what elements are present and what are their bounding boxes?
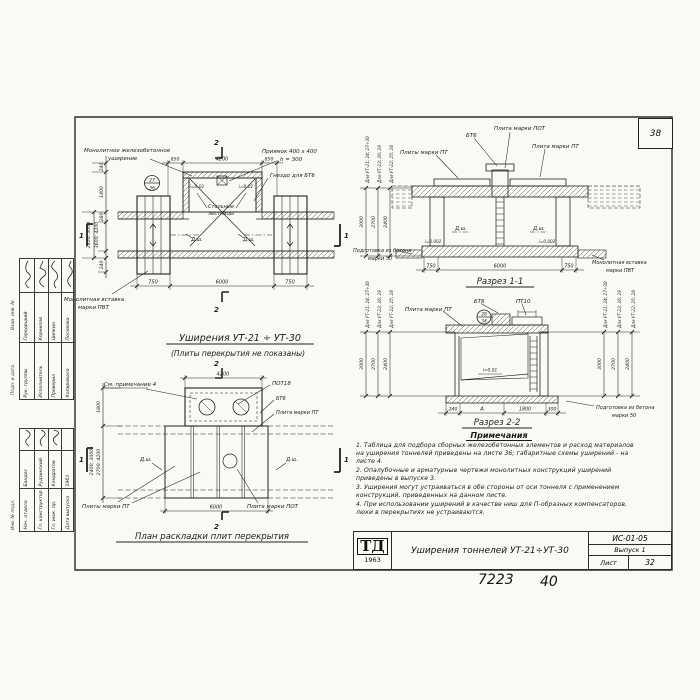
label-widening-2: уширение xyxy=(108,156,138,162)
dim-header: Для УТ-23; 26; 29 xyxy=(377,145,382,183)
dim: 1800 xyxy=(97,401,102,413)
dim: 2700 xyxy=(612,358,617,370)
axis-label: Д.ш. xyxy=(286,457,298,463)
section-2-2-title: Разрез 2-2 xyxy=(473,418,521,428)
signature xyxy=(20,259,34,293)
label-see-note: См. примечание 4 xyxy=(104,382,157,388)
stamp-row xyxy=(61,259,75,399)
cut-mark-2: 2 xyxy=(214,523,219,531)
plate-layout-labels xyxy=(79,360,349,542)
label-prep: Подготовка из бетона xyxy=(353,248,412,254)
plan-widening-title: Уширения УТ-21 ÷ УТ-30 xyxy=(179,333,301,344)
dim: 2400 xyxy=(384,358,389,370)
label-prep-2: марки 50 xyxy=(368,256,393,262)
dim-header: Для УТ-22; 25; 28 xyxy=(631,290,636,328)
stamp-name: Полякова xyxy=(62,293,75,343)
label-insert-2: марки ПВТ xyxy=(606,268,635,274)
dim: 2400; 3000 xyxy=(90,448,95,476)
label-bt6: БТ6 xyxy=(466,133,477,139)
margin-label: Инв. № подл. xyxy=(11,499,16,530)
label-bt6: БТ6 xyxy=(276,396,286,402)
label-plate-pot: Плита марки ПОТ xyxy=(247,504,299,510)
axis-label-left: Д.ш. xyxy=(191,237,203,243)
signature xyxy=(20,429,34,451)
detail-ref-bottom: 36 xyxy=(149,186,155,192)
stamp-role: Проверил xyxy=(52,373,58,398)
margin-label: Взам. инв. № xyxy=(11,300,16,330)
detail-ref-top: 27 xyxy=(149,178,155,184)
section-flag-1: 1 xyxy=(344,232,349,240)
section-2-2-labels xyxy=(359,281,655,428)
cut-mark-2: 2 xyxy=(214,139,219,147)
document-code: ИС-01-05 xyxy=(589,532,671,545)
plate-layout-figure xyxy=(87,368,340,542)
dim: 750 xyxy=(426,264,436,270)
dim-header: Для УТ-23; 26; 29 xyxy=(377,290,382,328)
dim: 2700 xyxy=(372,216,377,228)
label-insert-2: марки ПВТ xyxy=(78,305,109,311)
stamp-role: Копировала xyxy=(66,368,72,398)
stamp-name: Рудзинский xyxy=(35,451,48,489)
dim: 4200 xyxy=(215,156,229,163)
dim: 240 xyxy=(448,407,458,413)
label-plate-pt: Плита марки ПТ xyxy=(276,410,319,416)
dim: 2400 xyxy=(626,358,631,370)
dim: 240 xyxy=(100,260,105,270)
label-ladders-2: лестницы xyxy=(208,211,234,217)
signature xyxy=(49,259,62,293)
stamp-row xyxy=(48,429,62,531)
stamp-row xyxy=(48,259,62,399)
dim: 2700 xyxy=(372,358,377,370)
handwritten-number: 40 xyxy=(540,574,558,590)
slope-left: i=0.01 xyxy=(189,185,205,190)
dim: 2400 xyxy=(384,216,389,228)
stamp-name: 1963 xyxy=(62,451,75,489)
signature xyxy=(62,429,75,451)
dim-header: Для УТ-21; 24; 27÷30 xyxy=(365,136,370,183)
dim-header: Для УТ-23; 26; 29 xyxy=(617,290,622,328)
label-prep: Подготовка из бетона xyxy=(596,405,655,411)
stamp-role: Нач. отдела xyxy=(24,500,30,530)
stamp-row xyxy=(20,429,34,531)
dim-header: Для УТ-22; 25; 28 xyxy=(389,145,394,183)
label-plate-pt: Плита марки ПТ xyxy=(532,144,579,150)
dim: 6000 xyxy=(215,279,229,286)
stamp-role: Гл. конструктор xyxy=(38,490,44,530)
stamp-name: Городецкий xyxy=(20,293,34,343)
dim: 850 xyxy=(170,157,180,163)
stamp-role: Гл. инж. пр. xyxy=(52,500,58,530)
label-widening: Монолитное железобетонное xyxy=(84,148,171,154)
dim: 3000 xyxy=(598,358,603,370)
label-bt6: БТ6 xyxy=(474,299,485,305)
detail-ref-bottom: 34 xyxy=(481,319,487,325)
notes-block xyxy=(356,431,642,518)
note-item: 1. Таблица для подбора сборных железобетонных элементов и расход материалов на уширения тоннелей приведены на листе 36; габаритные схемы уширений - на листе 4. xyxy=(356,442,634,466)
label-ladders: Стальные xyxy=(208,204,234,210)
label-insert: Монолитная вставка xyxy=(64,297,125,303)
stamp-role: Исполнитель xyxy=(38,365,44,398)
label-plates-pt: Плиты марки ПТ xyxy=(400,150,448,156)
stamp-row xyxy=(61,429,75,531)
axis-label: Д.ш. xyxy=(140,457,152,463)
sheet-value: 32 xyxy=(645,558,655,567)
dim: 2400; 3000 xyxy=(87,221,92,249)
note-item: 2. Опалубочные и арматурные чертежи монолитных конструкций уширений приведены в выпуске 3. xyxy=(356,467,612,483)
axis-label: Д.ш. xyxy=(455,226,467,232)
signature xyxy=(35,259,48,293)
label-plate-pt: Плита марки ПТ xyxy=(405,307,452,313)
dim: 750 xyxy=(564,264,574,270)
logo-text: ТД xyxy=(357,538,388,555)
slope: i=0.002 xyxy=(424,239,442,244)
label-plate-pot: Плита марки ПОТ xyxy=(494,126,546,132)
logo-year: 1963 xyxy=(364,555,381,564)
slope: i=0.002 xyxy=(538,239,556,244)
dim: 280 xyxy=(100,212,105,222)
label-socket: Гнездо для БТ6 xyxy=(270,173,315,179)
signature-stamp-upper xyxy=(19,258,74,400)
cut-mark-2: 2 xyxy=(214,306,219,314)
stamp-name: Ципкин xyxy=(49,293,62,343)
dim: 3000 xyxy=(360,216,365,228)
notes-heading: Примечания xyxy=(356,431,642,440)
label-plates-pt: Плиты марки ПТ xyxy=(82,504,130,510)
page-number: 38 xyxy=(649,128,662,139)
label-pt10: ПТ10 xyxy=(516,299,531,305)
section-flag-1: 1 xyxy=(344,456,349,464)
title-block xyxy=(353,531,672,570)
section-flag-1: 1 xyxy=(79,456,84,464)
page-number-box xyxy=(638,118,673,149)
detail-ref-top: 28 xyxy=(481,312,487,318)
signature-stamp-lower xyxy=(19,428,74,532)
stamp-role: Рук. группы xyxy=(24,368,30,398)
section-1-1-title: Разрез 1-1 xyxy=(476,277,524,287)
handwritten-number: 7223 xyxy=(478,572,514,588)
stamp-name: Кондратов xyxy=(49,451,62,489)
dim: 3600; 4200 xyxy=(95,221,100,249)
stamp-row xyxy=(20,259,34,399)
dim: 6000 xyxy=(493,263,507,270)
label-pit-2: h = 300 xyxy=(280,157,303,163)
plan-widening-subtitle: (Плиты перекрытия не показаны) xyxy=(170,349,306,358)
signature xyxy=(62,259,75,293)
dim-header: Для УТ-21; 24; 27÷30 xyxy=(365,281,370,328)
cut-mark-2: 2 xyxy=(214,360,219,368)
slope: i=0.01 xyxy=(482,368,498,374)
stamp-row xyxy=(34,259,48,399)
plate-layout-title: План раскладки плит перекрытия xyxy=(135,532,289,542)
stamp-name: Бандос xyxy=(20,451,34,489)
label-pot18: ПОТ18 xyxy=(272,381,291,387)
signature xyxy=(35,429,48,451)
section-flag-1: 1 xyxy=(79,232,84,240)
org-logo xyxy=(354,532,392,569)
stamp-row xyxy=(34,429,48,531)
dim: 240 xyxy=(100,162,105,172)
dim: 1800 xyxy=(518,407,532,413)
signature xyxy=(49,429,62,451)
dim: 750 xyxy=(285,279,295,286)
dim: 3000 xyxy=(360,358,365,370)
dim: 6000 xyxy=(209,504,223,511)
dim: 850 xyxy=(264,157,274,163)
dim-header: Для УТ-21; 24; 27÷30 xyxy=(603,281,608,328)
dim-header: Для УТ-22; 25; 28 xyxy=(389,290,394,328)
label-pit: Приямок 400 х 400 xyxy=(262,149,317,155)
axis-label-right: Д.ш. xyxy=(243,237,255,243)
stamp-role: Дата выпуска xyxy=(66,495,72,530)
note-item: 3. Уширения могут устраиваться в обе стороны от оси тоннеля с применением конструкций, приведенных на данном листе. xyxy=(356,484,620,500)
stamp-name: Корнилов xyxy=(35,293,48,343)
sheet-label: Лист xyxy=(589,556,629,569)
margin-label: Подп. и дата xyxy=(11,365,16,395)
axis-label: Д.ш. xyxy=(533,226,545,232)
issue-label: Выпуск 1 xyxy=(589,545,671,556)
slope-right: i=0.01 xyxy=(238,185,254,190)
dim: 1400 xyxy=(100,186,105,198)
drawing-title: Уширения тоннелей УТ-21÷УТ-30 xyxy=(392,532,589,569)
dim: 750 xyxy=(148,279,158,286)
label-insert: Монолитная вставка xyxy=(592,260,647,266)
note-item: 4. При использовании уширений в качестве ниш для П-образных компенсаторов, люки в перекрытиях не устраиваются. xyxy=(356,501,628,517)
dim: 4200 xyxy=(216,371,230,378)
dim: 2700; 4200 xyxy=(97,448,102,476)
label-prep-2: марки 50 xyxy=(612,413,637,419)
dim: 300 xyxy=(547,407,557,413)
dim: А xyxy=(480,406,484,413)
